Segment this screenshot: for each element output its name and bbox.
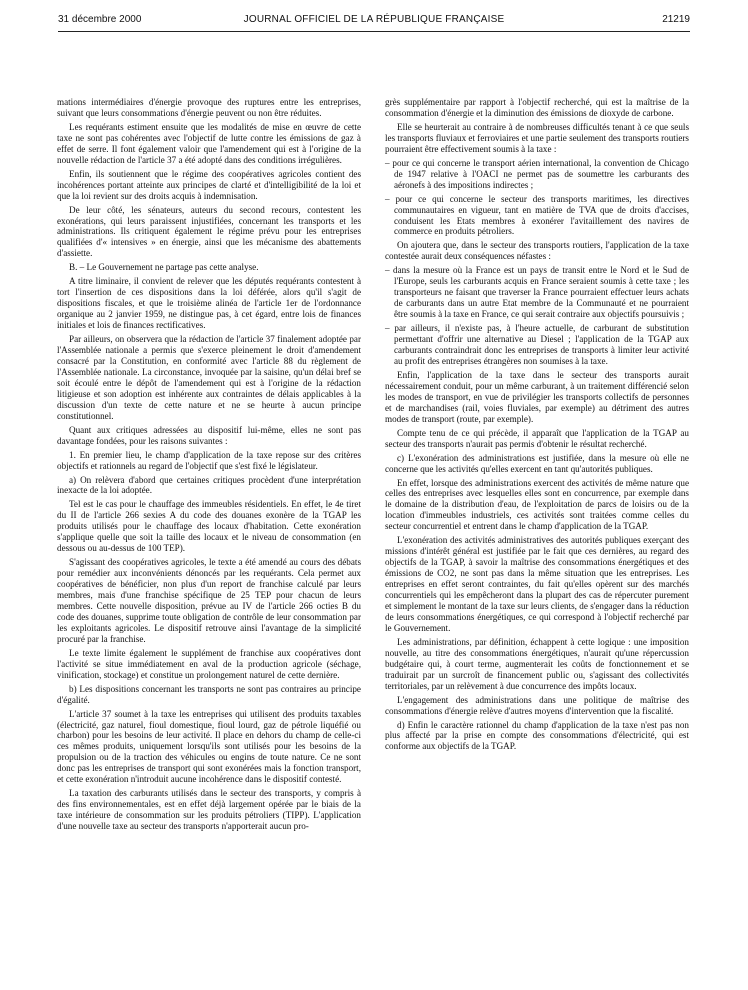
page-header — [58, 14, 690, 30]
issue-date: 31 décembre 2000 — [58, 14, 142, 25]
paragraph: mations intermédiaires d'énergie provoque des ruptures entre les entreprises, suivant que leurs consommations d'énergie peuvent ou non être réduites. — [57, 97, 361, 118]
list-item: – pour ce qui concerne le secteur des transports maritimes, les directives communautaires en vigueur, tant en matière de TVA que de droits d'accises, conduisent les Etats membres à exonérer l'avitaillement des navires de commerce en produits pétroliers. — [385, 193, 689, 237]
paragraph: B. – Le Gouvernement ne partage pas cette analyse. — [69, 262, 259, 273]
paragraph: Enfin, ils soutiennent que le régime des coopératives agricoles contient des incohérences portant atteinte aux principes de clarté et d'intelligibilité de la loi et que la loi revient sur des droits acquis à indemnisation. — [57, 168, 361, 201]
paragraph: b) Les dispositions concernant les transports ne sont pas contraires au principe d'égalité. — [57, 683, 361, 705]
paragraph: Les requérants estiment ensuite que les modalités de mise en œuvre de cette taxe ne sont pas cohérentes avec l'objectif de lutte contre les émissions de gaz à effet de serre. Il font également valoir que l'amendement qui est à l'origine de la nouvelle rédaction de l'article 37 a été adopté dans des conditions irrégulières. — [57, 121, 361, 165]
paragraph: Quant aux critiques adressées au dispositif lui-même, elles ne sont pas davantage fondées, pour les raisons suivantes : — [57, 424, 361, 446]
paragraph: Elle se heurterait au contraire à de nombreuses difficultés tenant à ce que seuls les transports fluviaux et ferroviaires et une partie seulement des transports routiers pourraient être effectivement soumis à la taxe : — [385, 121, 689, 154]
page-number: 21219 — [662, 14, 690, 25]
paragraph: grès supplémentaire par rapport à l'objectif recherché, qui est la maîtrise de la consommation d'énergie et la diminution des émissions de dioxyde de carbone. — [385, 97, 689, 118]
paragraph: La taxation des carburants utilisés dans le secteur des transports, y compris à des fins environnementales, est en effet déjà largement opérée par le biais de la taxe intérieure de consommation sur les produits pétroliers (TIPP). L'application d'une nouvelle taxe au secteur des transports n'apporterait aucun pro- — [57, 788, 361, 832]
paragraph: De leur côté, les sénateurs, auteurs du second recours, contestent les exonérations, qui leurs paraissent injustifiées, concernant les transports et les administrations. Ils critiquent également le régime prévu pour les entreprises qualifiées d'« intensives » en énergie, ainsi que les mécanisme des abattements d'assiette. — [57, 204, 361, 259]
paragraph: Enfin, l'application de la taxe dans le secteur des transports aurait nécessairement conduit, pour un même carburant, à un traitement différencié selon les modes de transport, en vue de privilégier les transports collectifs de personnes et de marchandises (rail, voies fluviales, par exemple) au détriment des autres modes de transport (route, par exemple). — [385, 369, 689, 424]
paragraph: L'article 37 soumet à la taxe les entreprises qui utilisent des produits taxables (électricité, gaz naturel, fioul domestique, fioul lourd, gaz de pétrole liquéfié ou charbon) pour les besoins de leur activité. Il place en dehors du champ de celle-ci ces mêmes produits, uniquement lorsqu'ils sont utilisés pour les besoins de la propulsion ou de la traction des véhicules ou engins de toute nature. Ce ne sont donc pas les entreprises de transport qui sont exonérées mais la fonction transport, et cette exonération n'introduit aucune incohérence dans le dispositif contesté. — [57, 708, 361, 785]
paragraph: S'agissant des coopératives agricoles, le texte a été amendé au cours des débats pour remédier aux inconvénients dénoncés par les requérants. Cela permet aux coopératives de bénéficier, non plus d'un report de franchise calculé par leurs membres, mais d'une franchise spécifique de 25 TEP pour chacun de leurs membres. Cette nouvelle disposition, prévue au IV de l'article 266 octies B du code des douanes, supprime toute obligation de contrôle de leur consommation par les exploitants agricoles. Le dispositif retrouve ainsi l'avantage de la simplicité procuré par la franchise. — [57, 557, 361, 644]
paragraph: On ajoutera que, dans le secteur des transports routiers, l'application de la taxe contestée aurait deux conséquences néfastes : — [385, 240, 689, 262]
list-item: – pour ce qui concerne le transport aérien international, la convention de Chicago de 1947 relative à l'OACI ne permet pas de soumettre les carburants des aéronefs à des impositions indirectes ; — [385, 157, 689, 190]
paragraph: a) On relèvera d'abord que certaines critiques procèdent d'une interprétation inexacte de la loi adoptée. — [57, 474, 361, 496]
paragraph: Compte tenu de ce qui précède, il apparaît que l'application de la TGAP au secteur des transports n'aurait pas permis d'obtenir le résultat recherché. — [385, 427, 689, 449]
paragraph: L'engagement des administrations dans une politique de maîtrise des consommations d'énergie relève d'autres moyens d'intervention que la fiscalité. — [385, 694, 689, 716]
paragraph: L'exonération des activités administratives des autorités publiques exerçant des missions d'intérêt général est justifiée par le fait que ces dernières, au regard des objectifs de la TGAP, à savoir la maîtrise des consommations énergétiques et des émissions de CO2, ne sont pas dans la même situation que les entreprises. Les entreprises en effet seront contraintes, du fait qu'elles opèrent sur des marchés concurrentiels qui les empêcheront dans la plupart des cas de répercuter purement et simplement le montant de la taxe sur leurs clients, de s'engager dans la réduction de leurs consommations énergétiques, ce qui correspond à l'objectif recherché par le Gouvernement. — [385, 535, 689, 633]
paragraph: Le texte limite également le supplément de franchise aux coopératives dont l'activité se situe immédiatement en aval de la production agricole (séchage, vinification, stockage) et constitue un prolongement naturel de cette dernière. — [57, 647, 361, 680]
paragraph: Par ailleurs, on observera que la rédaction de l'article 37 finalement adoptée par l'Assemblée nationale a permis que s'exerce pleinement le droit d'amendement consacré par la Constitution, en conformité avec l'article 88 du règlement de l'Assemblée nationale. La circonstance, invoquée par la saisine, qu'un délai bref se soit écoulé entre le dépôt de l'amendement qui est à l'origine de la rédaction litigieuse et son adoption est inhérente aux contraintes de délais applicables à la discussion d'un texte de cette nature et ne se heurte à aucun principe constitutionnel. — [57, 334, 361, 421]
paragraph: d) Enfin le caractère rationnel du champ d'application de la taxe n'est pas non plus affecté par la prise en compte des consommations d'électricité, qui est conforme aux objectifs de la TGAP. — [385, 719, 689, 752]
left-column — [57, 97, 361, 835]
paragraph: c) L'exonération des administrations est justifiée, dans la mesure où elle ne concerne que les activités qu'elles exercent en tant qu'autorités publiques. — [385, 452, 689, 474]
journal-title: JOURNAL OFFICIEL DE LA RÉPUBLIQUE FRANÇAISE — [243, 14, 505, 25]
paragraph: Les administrations, par définition, échappent à cette logique : une imposition nouvelle, au titre des consommations énergétiques, n'aurait qu'une répercussion budgétaire qui, à court terme, augmenterait les coûts de fonctionnement et se traduirait par un surcroît de financement public ou, s'agissant des collectivités territoriales, par un relèvement à due concurrence des impôts locaux. — [385, 636, 689, 691]
paragraph: En effet, lorsque des administrations exercent des activités de même nature que celles des entreprises avec lesquelles elles sont en concurrence, par exemple dans le domaine de la distribution d'eau, de l'exploitation de parcs de loisirs ou de la location d'immeubles industriels, ces activités sont traitées comme celles du secteur concurrentiel et entrent dans le champ d'application de la TGAP. — [385, 477, 689, 532]
list-item: – par ailleurs, il n'existe pas, à l'heure actuelle, de carburant de substitution permettant d'offrir une alternative au Diesel ; l'application de la TGAP aux carburants contraindrait donc les entreprises de transports à limiter leur activité au profit des entreprises étrangères non soumises à la taxe. — [385, 323, 689, 366]
paragraph: A titre liminaire, il convient de relever que les députés requérants contestent à tort l'insertion de ces dispositions dans la loi déférée, alors qu'il s'agit de dispositions fiscales, et que le troisième alinéa de l'article 1er de l'ordonnance organique au 2 janvier 1959, ne distingue pas, à cet égard, entre lois de finances initiales et lois de finances rectificatives. — [57, 276, 361, 331]
right-column — [385, 97, 689, 755]
header-rule — [58, 31, 690, 32]
list-item: – dans la mesure où la France est un pays de transit entre le Nord et le Sud de l'Europe, seuls les carburants acquis en France seraient soumis à cette taxe ; les transporteurs ne faisant que traverser la France pourraient effectuer leurs achats de carburants dans un autre Etat membre de la Communauté et ne pourraient être soumis à la taxe en France, ce qui serait contraire aux objectifs poursuivis ; — [385, 265, 689, 320]
paragraph: 1. En premier lieu, le champ d'application de la taxe repose sur des critères objectifs et rationnels au regard de l'objectif que s'est fixé le législateur. — [57, 449, 361, 471]
paragraph: Tel est le cas pour le chauffage des immeubles résidentiels. En effet, le 4e tiret du II de l'article 266 sexies A du code des douanes exonère de la TGAP les produits utilisés pour le chauffage des locaux d'habitation. Cette exonération s'applique quelle que soit la taille des locaux et le niveau de consommation (en dessous ou au-dessus de 100 TEP). — [57, 499, 361, 554]
